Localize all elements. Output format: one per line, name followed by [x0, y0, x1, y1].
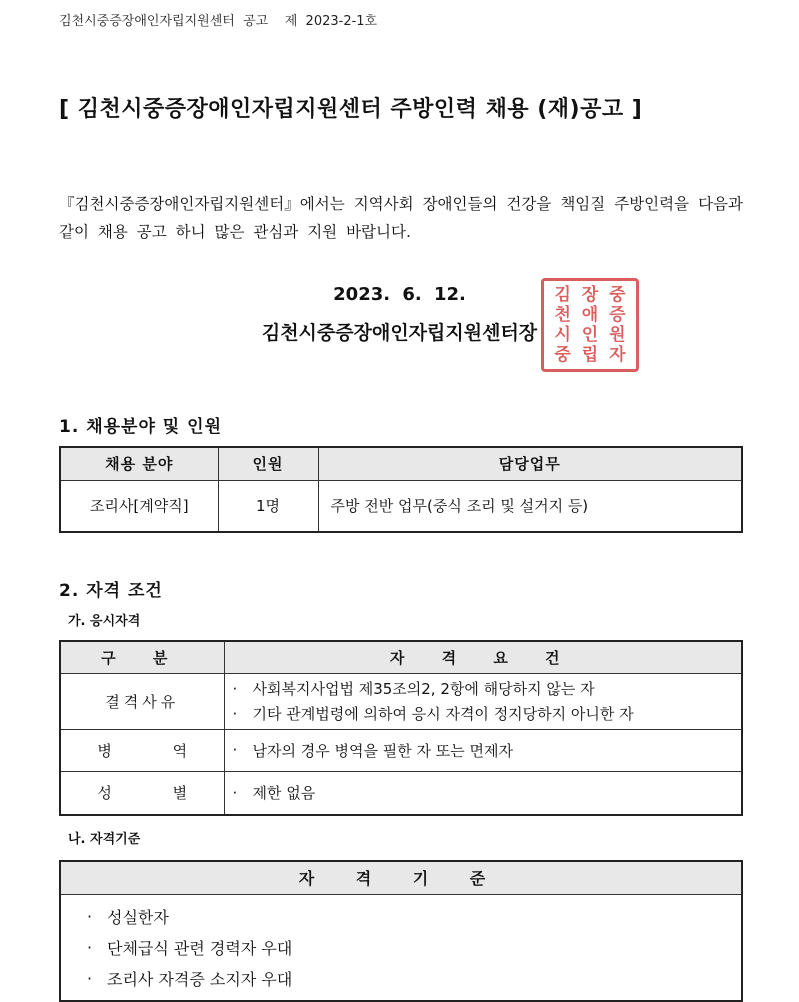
bullet-icon: · — [87, 906, 93, 926]
criteria-table — [59, 860, 743, 1002]
list-item — [233, 676, 742, 701]
list-item — [233, 701, 742, 726]
seal-glyph: 천 — [554, 304, 571, 325]
list-item — [87, 963, 741, 994]
column-header: 자 격 요 건 — [224, 641, 742, 673]
table-cell: 주방 전반 업무(중식 조리 및 설거지 등) — [318, 480, 742, 532]
table-cell — [224, 673, 742, 729]
row-label: 병 역 — [60, 729, 224, 771]
sub-heading-criteria: 나. 자격기준 — [68, 832, 141, 847]
list-item-text: 남자의 경우 병역을 필한 자 또는 면제자 — [252, 741, 513, 760]
table-row — [60, 480, 742, 532]
sub-heading-eligibility: 가. 응시자격 — [68, 614, 141, 629]
bullet-icon: · — [232, 783, 238, 802]
recruitment-table — [59, 446, 743, 533]
bullet-icon: · — [232, 704, 238, 723]
seal-glyph: 립 — [581, 344, 599, 365]
seal-glyph: 인 — [581, 324, 599, 345]
list-item-text: 제한 없음 — [252, 784, 316, 803]
row-label: 성 별 — [60, 771, 224, 815]
page-title: [ 김천시중증장애인자립지원센터 주방인력 채용 (재)공고 ] — [59, 97, 643, 122]
row-label: 결격사유 — [60, 673, 224, 729]
seal-glyph: 시 — [554, 324, 571, 345]
list-item-text: 단체급식 관련 경력자 우대 — [107, 938, 293, 958]
seal-glyph: 장 — [581, 284, 599, 305]
list-item-text: 조리사 자격증 소지자 우대 — [107, 969, 293, 989]
bullet-icon: · — [232, 741, 238, 759]
table-row — [60, 729, 742, 771]
official-seal-icon — [541, 278, 639, 372]
seal-glyph: 중 — [554, 344, 571, 365]
column-header: 자 격 기 준 — [60, 861, 742, 894]
bullet-icon: · — [232, 679, 238, 698]
document-number: 김천시중증장애인자립지원센터 공고 제 2023-2-1호 — [59, 14, 378, 29]
table-header-row — [60, 641, 742, 673]
column-header: 채용 분야 — [60, 447, 218, 480]
seal-glyph: 애 — [581, 304, 599, 325]
list-item-text: 성실한자 — [107, 907, 169, 927]
intro-paragraph: 『김천시중증장애인자립지원센터』에서는 지역사회 장애인들의 건강을 책임질 주방인력을 다음과 같이 채용 공고 하니 많은 관심과 지원 바랍니다. — [59, 195, 743, 241]
seal-glyph: 증 — [609, 304, 626, 325]
seal-glyph: 자 — [609, 344, 626, 365]
table-row — [60, 894, 742, 1001]
table-row — [60, 771, 742, 815]
bullet-icon: · — [87, 968, 93, 988]
table-header-row — [60, 861, 742, 894]
notice-date: 2023. 6. 12. — [333, 284, 466, 305]
section-heading-recruitment: 1. 채용분야 및 인원 — [59, 417, 222, 437]
seal-glyph: 원 — [609, 324, 626, 345]
column-header: 인원 — [218, 447, 318, 480]
list-item-text: 사회복지사업법 제35조의2, 2항에 해당하지 않는 자 — [252, 680, 595, 698]
table-row — [60, 673, 742, 729]
list-item — [233, 780, 742, 805]
table-header-row — [60, 447, 742, 480]
list-item — [87, 901, 741, 932]
eligibility-table — [59, 640, 743, 816]
seal-glyph: 중 — [609, 284, 626, 305]
table-cell — [224, 771, 742, 815]
seal-glyph: 김 — [554, 284, 571, 305]
table-cell: 1명 — [218, 480, 318, 532]
signer-name: 김천시중증장애인자립지원센터장 — [261, 322, 538, 344]
column-header: 담당업무 — [318, 447, 742, 480]
table-cell: 조리사[계약직] — [60, 480, 218, 532]
list-item — [233, 738, 742, 763]
table-cell — [60, 894, 742, 1001]
list-item-text: 기타 관계법령에 의하여 응시 자격이 정지당하지 아니한 자 — [252, 705, 634, 723]
section-heading-qualifications: 2. 자격 조건 — [59, 581, 163, 601]
table-cell — [224, 729, 742, 771]
list-item — [87, 932, 741, 963]
bullet-icon: · — [87, 937, 93, 957]
column-header: 구 분 — [60, 641, 224, 673]
